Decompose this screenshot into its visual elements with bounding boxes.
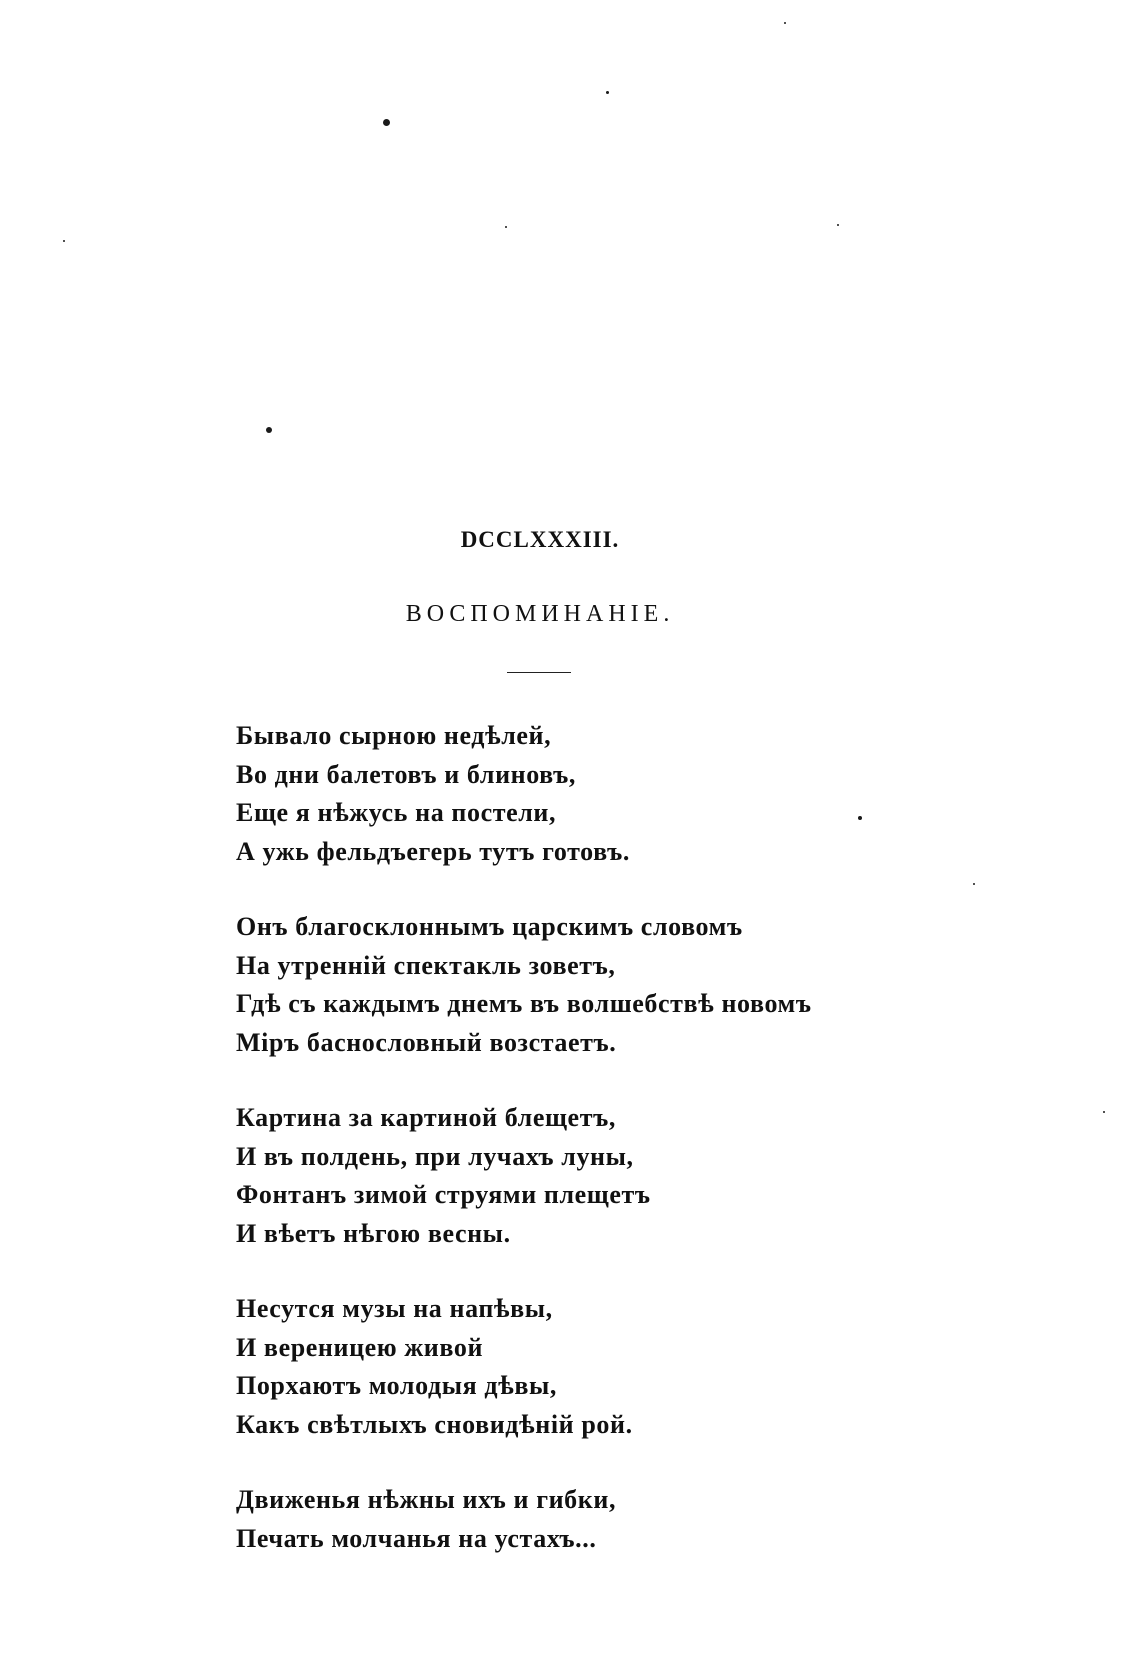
stanza-1 [236, 717, 630, 871]
verse-line: Несутся музы на напѣвы, [236, 1294, 553, 1323]
scan-speck [858, 816, 862, 820]
scan-speck [784, 22, 786, 24]
scan-speck [1103, 1111, 1105, 1113]
poem-number: DCCLXXXIII. [460, 527, 620, 552]
verse-line: Во дни балетовъ и блиновъ, [236, 759, 577, 789]
verse-line: Печать молчанья на устахъ... [236, 1523, 597, 1553]
stanza-5 [236, 1481, 616, 1558]
scan-speck [266, 427, 272, 433]
verse-line: Мiръ баснословный возстаетъ. [236, 1027, 617, 1057]
stanza-3 [236, 1099, 651, 1253]
verse-line: И вереницею живой [236, 1332, 484, 1362]
stanza-4 [236, 1290, 633, 1444]
verse-line: Онъ благосклоннымъ царскимъ словомъ [236, 912, 743, 941]
verse-line: И вѣетъ нѣгою весны. [236, 1218, 511, 1248]
scan-speck [383, 119, 390, 126]
verse-line: Фонтанъ зимой струями плещетъ [236, 1180, 651, 1209]
verse-line: Картина за картиной блещетъ, [236, 1103, 616, 1132]
verse-line: И въ полдень, при лучахъ луны, [236, 1141, 634, 1171]
stanza-2 [236, 908, 812, 1062]
title-divider [507, 672, 571, 673]
scan-speck [973, 883, 975, 885]
verse-line: Гдѣ съ каждымъ днемъ въ волшебствѣ новомъ [236, 989, 812, 1018]
scan-speck [606, 91, 609, 94]
verse-line: На утреннiй спектакль зоветъ, [236, 950, 616, 980]
scan-speck [505, 226, 507, 228]
verse-line: Движенья нѣжны ихъ и гибки, [236, 1485, 617, 1514]
verse-line: Порхаютъ молодыя дѣвы, [236, 1371, 557, 1400]
scan-speck [837, 224, 839, 226]
verse-line: Какъ свѣтлыхъ сновидѣнiй рой. [236, 1409, 633, 1439]
verse-line: А ужь фельдъегерь тутъ готовъ. [236, 836, 630, 866]
scan-speck [63, 240, 65, 242]
verse-line: Бывало сырною недѣлей, [236, 721, 552, 750]
verse-line: Еще я нѣжусь на постели, [236, 798, 557, 827]
poem-title: ВОСПОМИНАНIЕ. [405, 601, 675, 627]
